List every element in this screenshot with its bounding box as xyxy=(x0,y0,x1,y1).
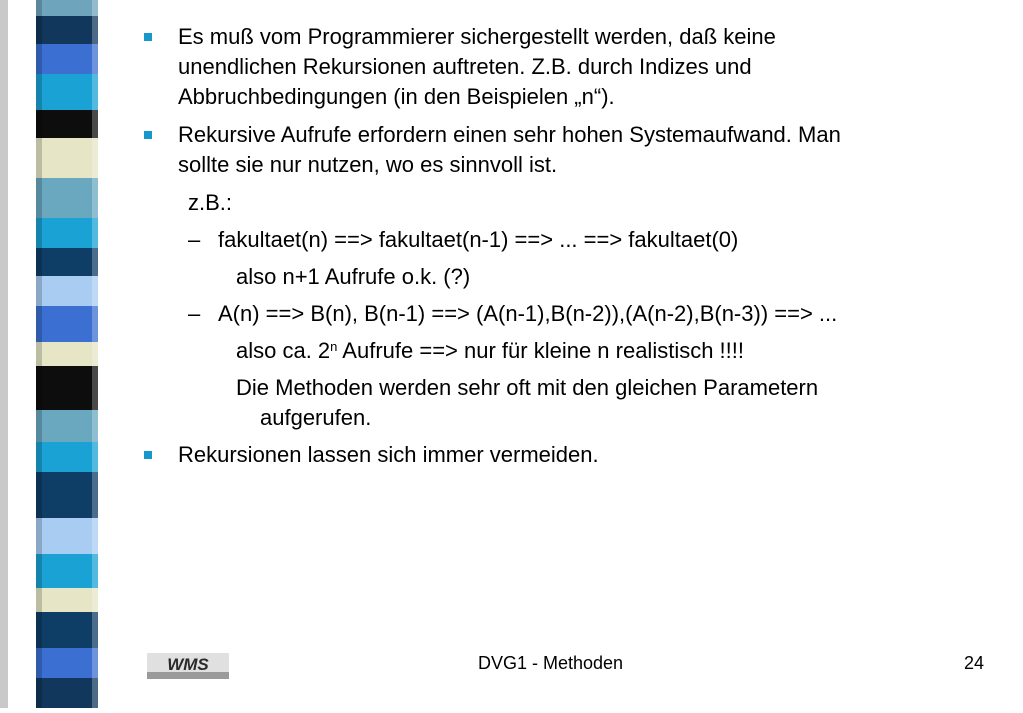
bullet-square-icon xyxy=(144,33,152,41)
bullet-square-icon xyxy=(144,131,152,139)
example-label: z.B.: xyxy=(188,190,233,215)
logo-graphic xyxy=(147,653,229,679)
note-text: also ca. 2 xyxy=(236,338,331,363)
bullet-text-line: Rekursionen lassen sich immer vermeiden. xyxy=(178,442,599,467)
bullet-square-icon xyxy=(144,451,152,459)
note-text: Aufrufe ==> nur für kleine n realistisch !!!! xyxy=(337,338,745,363)
bullet-item xyxy=(140,440,1000,470)
example-item xyxy=(140,299,1000,329)
bullet-text-line: Rekursive Aufrufe erfordern einen sehr hohen Systemaufwand. Man xyxy=(178,122,841,147)
page-number: 24 xyxy=(964,653,985,673)
logo xyxy=(147,653,229,679)
bullet-text-line: unendlichen Rekursionen auftreten. Z.B. durch Indizes und xyxy=(178,54,752,79)
bullet-text-line: Es muß vom Programmierer sichergestellt werden, daß keine xyxy=(178,24,776,49)
footer-title: DVG1 - Methoden xyxy=(478,653,624,673)
example-note: Die Methoden werden sehr oft mit den gleichen Parametern xyxy=(236,375,819,400)
example-note-continuation: aufgerufen. xyxy=(260,405,372,430)
bullet-item xyxy=(140,120,1000,180)
dash-marker: – xyxy=(188,227,201,252)
example-item xyxy=(140,225,1000,255)
exponent: n xyxy=(330,339,338,354)
slide-content xyxy=(140,22,1000,478)
decorative-stripe-band xyxy=(0,0,115,708)
dash-marker: – xyxy=(188,301,201,326)
bullet-text-line: sollte sie nur nutzen, wo es sinnvoll ist. xyxy=(178,152,558,177)
example-text: fakultaet(n) ==> fakultaet(n-1) ==> ... ==> fakultaet(0) xyxy=(218,227,739,252)
logo-text: WMS xyxy=(167,655,209,674)
example-note: also n+1 Aufrufe o.k. (?) xyxy=(236,264,471,289)
stripe-graphic xyxy=(0,0,115,708)
example-text: A(n) ==> B(n), B(n-1) ==> (A(n-1),B(n-2)),(A(n-2),B(n-3)) ==> ... xyxy=(218,301,838,326)
bullet-text-line: Abbruchbedingungen (in den Beispielen „n“). xyxy=(178,84,615,109)
bullet-item xyxy=(140,22,1000,112)
example-note xyxy=(140,336,1000,366)
